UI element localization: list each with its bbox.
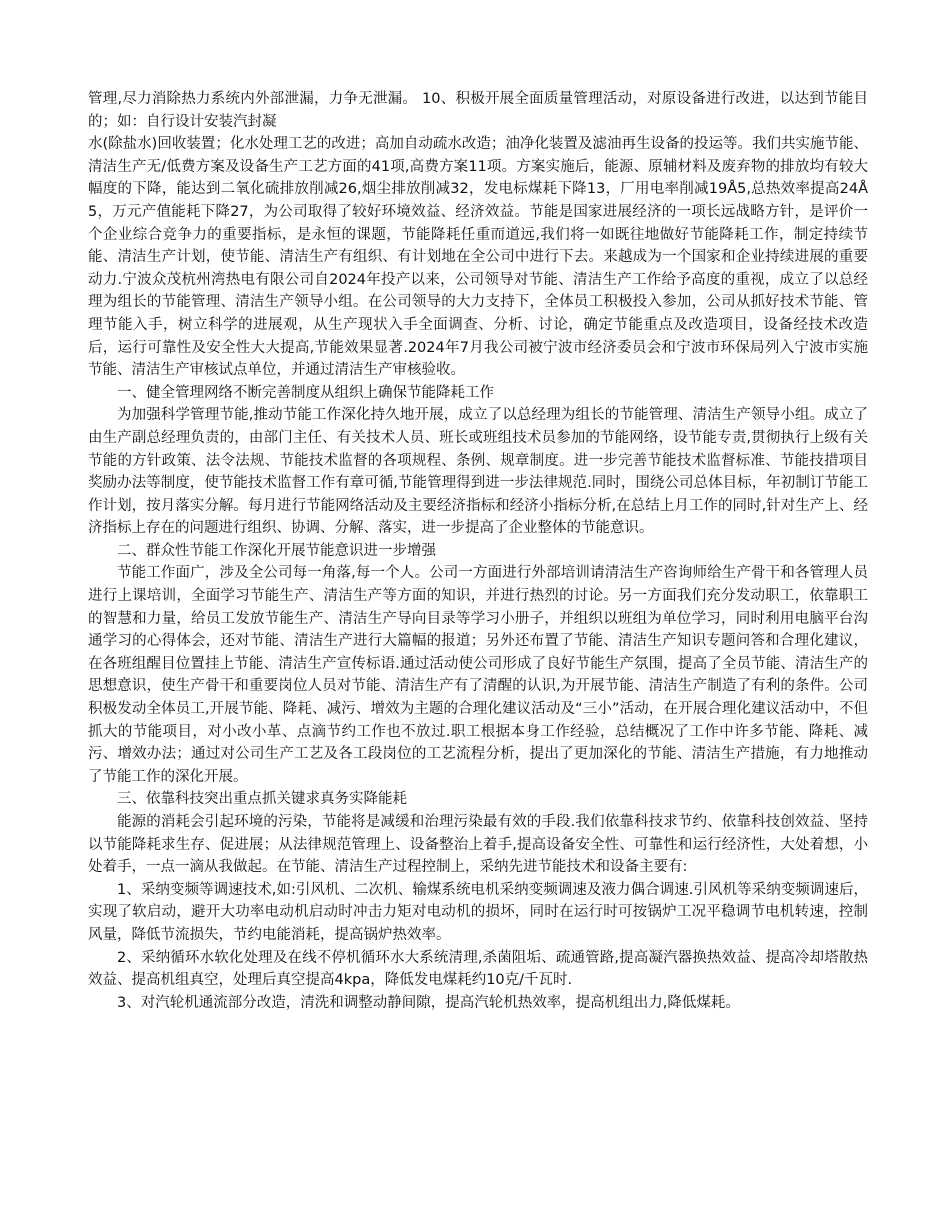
document-body: [88, 88, 868, 1014]
list-item-3: 3、对汽轮机通流部分改造，清洗和调整动静间隙，提高汽轮机热效率，提高机组出力,降低煤耗。: [117, 994, 740, 1011]
paragraph-management-network: 为加强科学管理节能,推动节能工作深化持久地开展，成立了以总经理为组长的节能管理、清洁生产领导小组。成立了由生产副总经理负责的，由部门主任、有关技术人员、班长或班组技术员参加的节能网络，设节能专责,贯彻执行上级有关节能的方针政策、法令法规、节能技术监督的各项规程、条例、规章制度。进一步完善节能技术监督标准、节能技措项目奖励办法等制度，使节能技术监督工作有章可循,节能管理得到进一步法律规范.同时，围绕公司总体目标，年初制订节能工作计划，按月落实分解。每月进行节能网络活动及主要经济指标和经济小指标分析,在总结上月工作的同时,针对生产上、经济指标上存在的问题进行组织、协调、分解、落实，进一步提高了企业整体的节能意识。: [88, 407, 868, 537]
paragraph-technology: 能源的消耗会引起环境的污染，节能将是减缓和治理污染最有效的手段.我们依靠科技求节约、依靠科技创效益、坚持以节能降耗求生存、促进展；从法律规范管理上、设备整治上着手,提高设备安全性、可靠性和运行经济性，大处着想，小处着手，一点一滴从我做起。在节能、清洁生产过程控制上，采纳先进节能技术和设备主要有:: [88, 814, 868, 876]
paragraph-intro-continuation: 管理,尽力消除热力系统内外部泄漏，力争无泄漏。 10、积极开展全面质量管理活动，对原设备进行改进，以达到节能目的；如：自行设计安装汽封凝: [88, 91, 868, 130]
section-heading-1: 一、健全管理网络不断完善制度从组织上确保节能降耗工作: [117, 384, 494, 401]
section-heading-3: 三、依靠科技突出重点抓关键求真务实降能耗: [117, 791, 407, 808]
list-item-2: 2、采纳循环水软化处理及在线不停机循环水大系统清理,杀菌阻垢、疏通管路,提高凝汽器换热效益、提高冷却塔散热效益、提高机组真空，处理后真空提高4kpa，降低发电煤耗约10克/千瓦时.: [88, 949, 868, 989]
list-item-1: 1、采纳变频等调速技术,如:引风机、二次机、输煤系统电机采纳变频调速及液力偶合调速.引风机等采纳变频调速后，实现了软启动，避开大功率电动机启动时冲击力矩对电动机的损坏，同时在运行时可按锅炉工况平稳调节电机转速，控制风量，降低节流损失，节约电能消耗，提高锅炉热效率。: [88, 881, 868, 943]
paragraph-achievements: 水(除盐水)回收装置；化水处理工艺的改进；高加自动疏水改造；油净化装置及滤油再生设备的投运等。我们共实施节能、清洁生产无/低费方案及设备生产工艺方面的41项,高费方案11项。方案实施后，能源、原辅材料及废弃物的排放均有较大幅度的下降，能达到二氧化硫排放削减26,烟尘排放削减32，发电标煤耗下降13，厂用电率削减19Å5,总热效率提高24Å5，万元产值能耗下降27，为公司取得了较好环境效益、经济效益。节能是国家进展经济的一项长远战略方针，是评价一个企业综合竞争力的重要指标，是永恒的课题，节能降耗任重而道远,我们将一如既往地做好节能降耗工作，制定持续节能、清洁生产计划，使节能、清洁生产有组织、有计划地在全公司中进行下去。来越成为一个国家和企业持续进展的重要动力.宁波众茂杭州湾热电有限公司自2024年投产以来，公司领导对节能、清洁生产工作给予高度的重视，成立了以总经理为组长的节能管理、清洁生产领导小组。在公司领导的大力支持下，全体员工积极投入参加，公司从抓好技术节能、管理节能入手，树立科学的进展观，从生产现状入手全面调查、分析、讨论，确定节能重点及改造项目，设备经技术改造后，运行可靠性及安全性大大提高,节能效果显著.2024年7月我公司被宁波市经济委员会和宁波市环保局列入宁波市实施节能、清洁生产审核试点单位，并通过清洁生产审核验收。: [88, 136, 868, 379]
paragraph-mass-participation: 节能工作面广，涉及全公司每一角落,每一个人。公司一方面进行外部培训请清洁生产咨询师给生产骨干和各管理人员进行上课培训，全面学习节能生产、清洁生产等方面的知识，并进行热烈的讨论。另一方面我们充分发动职工，依靠职工的智慧和力量，给员工发放节能生产、清洁生产导向目录等学习小册子，并组织以班组为单位学习，同时利用电脑平台沟通学习的心得体会，还对节能、清洁生产进行大篇幅的报道；另外还布置了节能、清洁生产知识专题问答和合理化建议，在各班组醒目位置挂上节能、清洁生产宣传标语.通过活动使公司形成了良好节能生产氛围，提高了全员节能、清洁生产的思想意识，使生产骨干和重要岗位人员对节能、清洁生产有了清醒的认识,为开展节能、清洁生产制造了有利的条件。公司积极发动全体员工,开展节能、降耗、减污、增效为主题的合理化建议活动及“三小”活动，在开展合理化建议活动中，不但抓大的节能项目，对小改小革、点滴节约工作也不放过.职工根据本身工作经验，总结概况了工作中许多节能、降耗、减污、增效办法；通过对公司生产工艺及各工段岗位的工艺流程分析，提出了更加深化的节能、清洁生产措施，有力地推动了节能工作的深化开展。: [88, 565, 868, 785]
section-heading-2: 二、群众性节能工作深化开展节能意识进一步增强: [117, 542, 436, 559]
